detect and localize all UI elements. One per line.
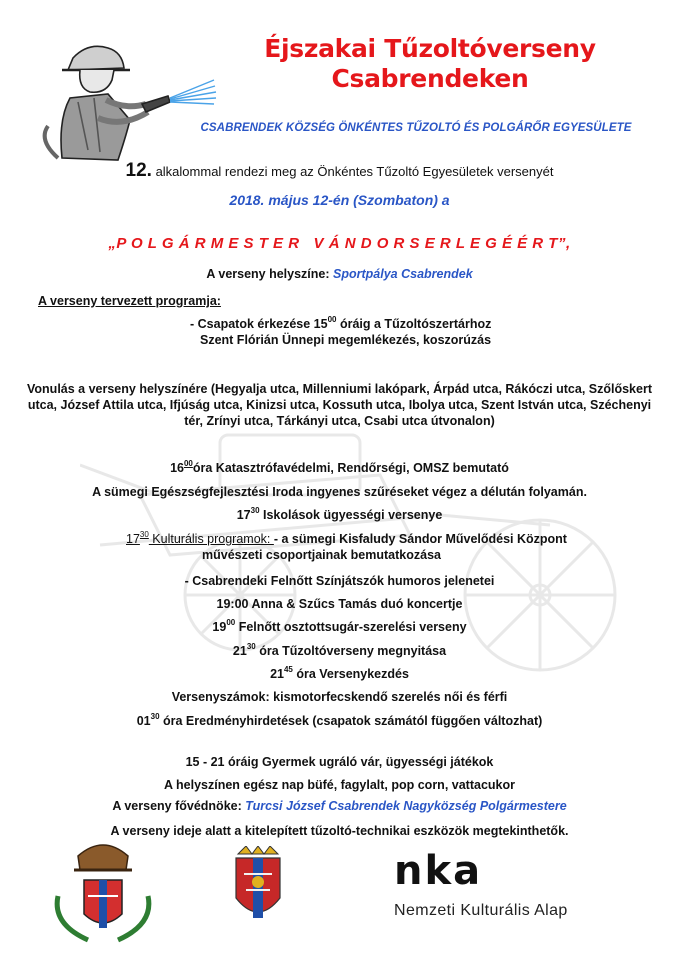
- culture-text: - a sümegi Kisfaludy Sándor Művelődési Központ: [273, 532, 567, 546]
- nka-letters: nka: [394, 848, 483, 894]
- kids-line: 15 - 21 óráig Gyermek ugráló vár, ügyességi játékok: [185, 755, 494, 769]
- opening-hour: 21: [232, 644, 247, 658]
- event-date: 2018. május 12-én (Szombaton) a: [229, 192, 450, 208]
- results-hour: 01: [136, 714, 151, 728]
- arrival-text: - Csapatok érkezése 15: [190, 317, 328, 331]
- march-line-2: utca, József Attila utca, Ifjúság utca, Kinizsi utca, Kossuth utca, Ibolya utca, Szent István utca, Széchenyi: [27, 398, 652, 412]
- school-hour: 17: [236, 508, 251, 522]
- patron-value: Turcsi József Csabrendek Nagyközség Polgármestere: [245, 799, 567, 813]
- school-line: [0, 507, 679, 523]
- opening-text: óra Tűzoltóverseny megnyitása: [255, 644, 447, 658]
- arrival-sup: 00: [327, 315, 337, 324]
- program-heading: A verseny tervezett programja:: [38, 294, 221, 308]
- adult-text: Felnőtt osztottsugár-szerelési verseny: [235, 620, 467, 634]
- start-text: óra Versenykezdés: [292, 667, 409, 681]
- edition-number: 12.: [125, 160, 152, 181]
- patron-line: [0, 798, 679, 814]
- csabrendek-coat-of-arms-icon: [232, 846, 284, 926]
- culture-hour: 17: [126, 532, 140, 546]
- venue-label: A verseny helyszíne:: [206, 267, 334, 281]
- venue-line: [0, 266, 679, 282]
- concert-line: 19:00 Anna & Szűcs Tamás duó koncertje: [216, 597, 463, 611]
- organization-name: CSABRENDEK KÖZSÉG ÖNKÉNTES TŰZOLTÓ ÉS POLGÁRŐR EGYESÜLETE: [200, 122, 632, 134]
- opening-sup: 30: [246, 642, 256, 651]
- adult-hour: 19: [212, 620, 227, 634]
- demo-hour: 16: [170, 461, 184, 475]
- results-text: óra Eredményhirdetések (csapatok számától függően változhat): [159, 714, 543, 728]
- culture-line: [126, 531, 567, 547]
- march-line-1: Vonulás a verseny helyszínére (Hegyalja utca, Millenniumi lakópark, Árpád utca, Rákóczi utca, Szőlőskert: [27, 382, 652, 396]
- culture-sup: 30: [139, 530, 149, 539]
- title-line-1: Éjszakai Tűzoltóverseny: [264, 34, 596, 63]
- demo-text: óra Katasztrófavédelmi, Rendőrségi, OMSZ bemutató: [192, 461, 509, 475]
- intro-line: [0, 160, 679, 182]
- arrival-line: [190, 316, 491, 332]
- results-line: [0, 713, 679, 729]
- adult-competition-line: [0, 619, 679, 635]
- adult-sup: 00: [226, 618, 236, 627]
- start-sup: 45: [283, 665, 293, 674]
- arrival-text-post: óráig a Tűzoltószertárhoz: [336, 317, 492, 331]
- equipment-line: A verseny ideje alatt a kitelepített tűzoltó-technikai eszközök megtekinthetők.: [110, 824, 569, 838]
- patron-label: A verseny fővédnöke:: [112, 799, 246, 813]
- trophy-name: „P O L G Á R M E S T E R V Á N D O R S E R L E G É É R T”,: [108, 235, 571, 252]
- culture-line-2: művészeti csoportjainak bemutatkozása: [202, 548, 441, 562]
- school-text: Iskolások ügyességi versenye: [259, 508, 443, 522]
- culture-label: Kulturális programok:: [148, 532, 274, 546]
- florian-line: Szent Flórián Ünnepi megemlékezés, koszorúzás: [200, 333, 492, 347]
- intro-text: alkalommal rendezi meg az Önkéntes Tűzoltó Egyesületek versenyét: [151, 164, 554, 179]
- results-sup: 30: [150, 712, 160, 721]
- events-line: Versenyszámok: kismotorfecskendő szerelés női és férfi: [171, 690, 508, 704]
- nka-logo: [382, 848, 642, 928]
- firefighter-hose-illustration: [18, 40, 218, 170]
- school-sup: 30: [250, 506, 260, 515]
- nka-name: Nemzeti Kulturális Alap: [394, 902, 568, 919]
- health-line: A sümegi Egészségfejlesztési Iroda ingyenes szűréseket végez a délután folyamán.: [92, 485, 587, 499]
- title-line-2: Csabrendeken: [331, 64, 529, 93]
- start-line: [0, 666, 679, 682]
- demo-sup: 00: [183, 459, 193, 468]
- start-hour: 21: [270, 667, 284, 681]
- venue-value: Sportpálya Csabrendek: [333, 267, 473, 281]
- fire-association-emblem-icon: [48, 836, 158, 948]
- march-line-3: tér, Zrínyi utca, Tárkányi utca, Csabi utca útvonalon): [184, 414, 495, 428]
- opening-line: [0, 643, 679, 659]
- food-line: A helyszínen egész nap büfé, fagylalt, pop corn, vattacukor: [163, 778, 515, 792]
- theatre-line: - Csabrendeki Felnőtt Színjátszók humoros jelenetei: [184, 574, 495, 588]
- demo-line: [0, 460, 679, 476]
